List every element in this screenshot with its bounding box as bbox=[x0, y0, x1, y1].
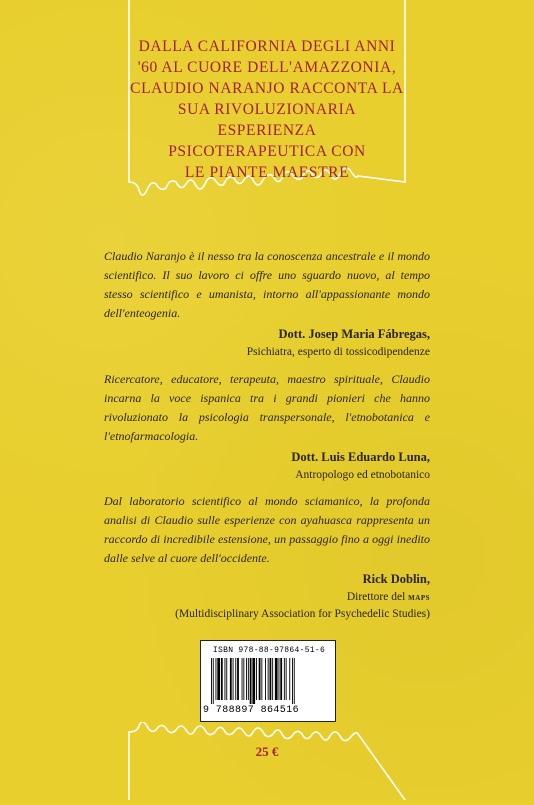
headline-line: DALLA CALIFORNIA DEGLI ANNI bbox=[138, 38, 396, 55]
barcode-bar bbox=[233, 658, 234, 700]
isbn-barcode bbox=[200, 640, 336, 722]
barcode-bar bbox=[270, 658, 272, 700]
barcode-bar bbox=[294, 658, 295, 704]
barcode-bar bbox=[284, 658, 285, 700]
barcode-bar bbox=[259, 658, 261, 700]
price-label: 25 € bbox=[255, 744, 279, 759]
price-frame bbox=[128, 722, 406, 800]
barcode-bar bbox=[242, 658, 243, 700]
testimonial-doblin bbox=[104, 492, 430, 623]
isbn-label: ISBN 978-88-97864-51-6 bbox=[212, 646, 326, 655]
testimonial-text: Claudio Naranjo è il nesso tra la conoscenza ancestrale e il mondo scientifico. Il suo lavoro ci offre uno sguardo nuovo, al tempo stesso scientifico e umanista, intorno all'appassionante mondo dell'enteogenia. bbox=[104, 249, 430, 320]
barcode-bar bbox=[213, 658, 214, 704]
barcode-bar bbox=[211, 658, 212, 704]
testimonial-fabregas bbox=[104, 247, 430, 361]
author-name: Dott. Josep Maria Fábregas, bbox=[278, 327, 430, 341]
barcode-bar bbox=[248, 658, 249, 700]
barcode-bar bbox=[272, 658, 273, 700]
maps-abbreviation: maps bbox=[408, 592, 430, 603]
barcode-bar bbox=[261, 658, 262, 700]
barcode-bar bbox=[246, 658, 247, 700]
barcode-bar bbox=[286, 658, 287, 700]
barcode-bars bbox=[211, 658, 325, 704]
headline-line: '60 AL CUORE DELL'AMAZZONIA, bbox=[137, 59, 397, 76]
testimonial-luna bbox=[104, 370, 430, 484]
barcode-bar bbox=[216, 658, 217, 700]
barcode-bar bbox=[292, 658, 293, 704]
author-name: Dott. Luis Eduardo Luna, bbox=[291, 450, 430, 464]
barcode-bar bbox=[243, 658, 244, 700]
author-role: Antropologo ed etnobotanico bbox=[295, 469, 430, 481]
headline bbox=[128, 36, 406, 183]
organization-full-name: (Multidisciplinary Association for Psychedelic Studies) bbox=[175, 608, 430, 620]
barcode-bar bbox=[268, 658, 269, 700]
testimonial-text: Dal laboratorio scientifico al mondo sciamanico, la profonda analisi di Claudio sulle esperienze con ayahuasca rappresenta un raccordo di incredibile estensione, un passaggio fino a oggi inedito dalle selve al cuore dell'occidente. bbox=[104, 494, 430, 565]
headline-line: LE PIANTE MAESTRE bbox=[184, 164, 350, 181]
author-role bbox=[104, 589, 430, 606]
barcode-bar bbox=[237, 658, 239, 700]
barcode-bar bbox=[225, 658, 226, 700]
barcode-digits: 9 788897 864516 bbox=[203, 705, 300, 716]
barcode-bar bbox=[230, 658, 232, 700]
barcode-bar bbox=[279, 658, 280, 700]
barcode-bar bbox=[235, 658, 236, 700]
author-name: Rick Doblin, bbox=[362, 572, 430, 586]
testimonial-attribution bbox=[104, 325, 430, 361]
barcode-bar bbox=[226, 658, 227, 700]
testimonial-attribution bbox=[104, 448, 430, 484]
barcode-bar bbox=[275, 658, 278, 700]
headline-line: SUA RIVOLUZIONARIA ESPERIENZA bbox=[177, 101, 357, 139]
decorative-frame-border bbox=[128, 722, 406, 800]
barcode-bar bbox=[221, 658, 223, 700]
headline-line: PSICOTERAPEUTICA CON bbox=[168, 143, 366, 160]
barcode-bar bbox=[256, 658, 257, 700]
headline-line: CLAUDIO NARANJO RACCONTA LA bbox=[130, 80, 404, 97]
testimonial-text: Ricercatore, educatore, terapeuta, maestro spirituale, Claudio incarna la voce ispanica tra i grandi pionieri che hanno rivoluzionato la psicologia transpersonale, l'etnobotanica e l'etnofarmacologia. bbox=[104, 372, 430, 443]
barcode-bar bbox=[265, 658, 266, 700]
barcode-bar bbox=[280, 658, 282, 700]
testimonial-attribution bbox=[104, 570, 430, 623]
barcode-bar bbox=[250, 658, 252, 704]
role-prefix: Direttore del bbox=[346, 591, 406, 603]
barcode-bar bbox=[289, 658, 290, 700]
author-role: Psichiatra, esperto di tossicodipendenze bbox=[246, 346, 430, 358]
barcode-bar bbox=[217, 658, 220, 700]
barcode-bar bbox=[252, 658, 255, 704]
headline-frame bbox=[128, 0, 406, 212]
